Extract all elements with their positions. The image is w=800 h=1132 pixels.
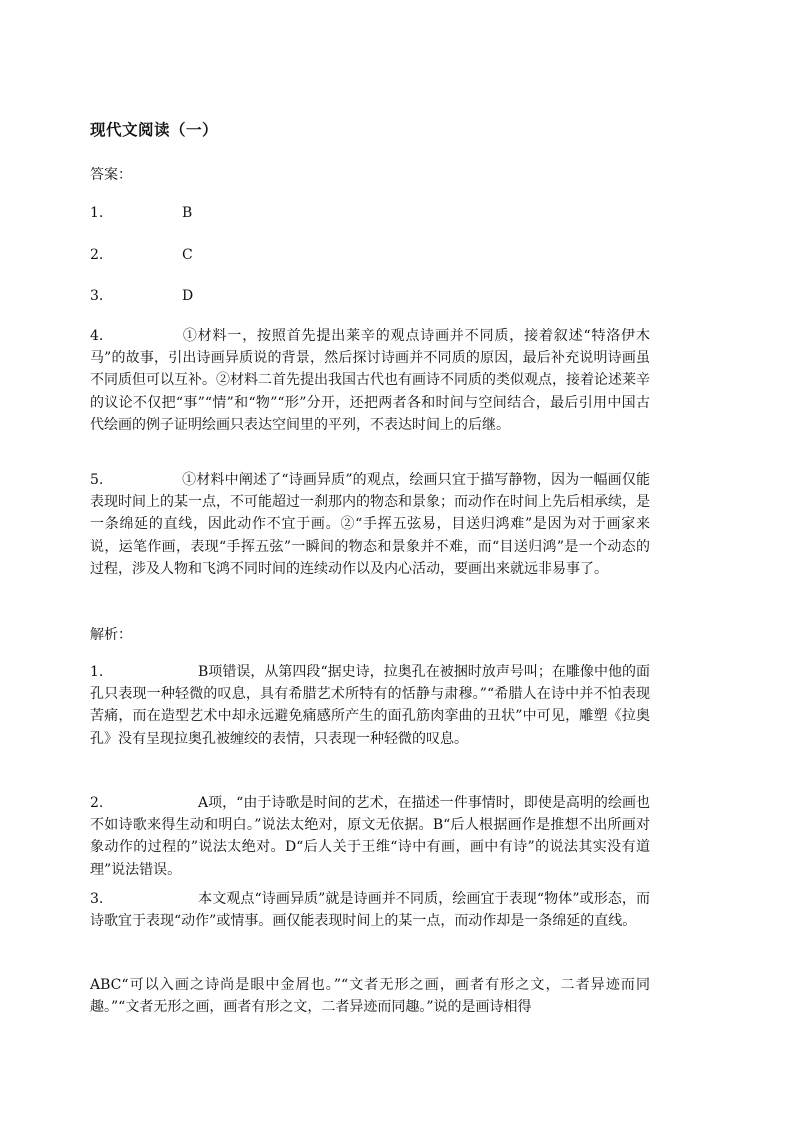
answer-number: 1.: [90, 205, 104, 221]
answer-item-2: [90, 247, 290, 263]
paragraph-text: ①材料中阐述了“诗画异质”的观点，绘画只宜于描写静物，因为一幅画仅能表现时间上的某一点，不可能超过一刹那内的物态和景象；而动作在时间上先后相承续，是一条绵延的直线，因此动作不宜于画。②“手挥五弦易，目送归鸿难”是因为对于画家来说，运笔作画，表现“手挥五弦”一瞬间的物态和景象并不难，而“目送归鸿”是一个动态的过程，涉及人物和飞鸿不同时间的连续动作以及内心活动，要画出来就远非易事了。: [90, 472, 650, 577]
answer-number: 3.: [90, 288, 104, 304]
answers-label: 答案：: [90, 167, 132, 183]
paragraph-number: 1.: [90, 664, 104, 680]
paragraph-number: 4.: [90, 328, 104, 344]
analysis-abc-paragraph: [90, 974, 650, 1018]
answer-item-1: [90, 205, 290, 221]
answer-number: 2.: [90, 247, 104, 263]
paragraph-text: 本文观点“诗画异质”就是诗画并不同质，绘画宜于表现“物体”或形态，而诗歌宜于表现“动作”或情事。画仅能表现时间上的某一点，而动作却是一条绵延的直线。: [90, 891, 650, 930]
answer-value: D: [182, 288, 194, 304]
paragraph-number: 5.: [90, 472, 104, 488]
answer-5-paragraph: [90, 469, 650, 580]
answer-item-3: [90, 288, 290, 304]
paragraph-text: B项错误，从第四段“据史诗，拉奥孔在被捆时放声号叫；在雕像中他的面孔只表现一种轻微的叹息，具有希腊艺术所特有的恬静与肃穆。”“希腊人在诗中并不怕表现苦痛，而在造型艺术中却永远避免痛感所产生的面孔筋肉挛曲的丑状”中可见，雕塑《拉奥孔》没有呈现拉奥孔被缠绞的表情，只表现一种轻微的叹息。: [90, 664, 650, 747]
answer-value: B: [182, 205, 193, 221]
analysis-1-paragraph: [90, 661, 650, 750]
analysis-2-paragraph: [90, 792, 650, 881]
analysis-3-paragraph: [90, 888, 650, 932]
answer-value: C: [182, 247, 193, 263]
analysis-label: 解析：: [90, 627, 132, 643]
page-title: 现代文阅读（一）: [90, 120, 219, 139]
paragraph-number: 2.: [90, 795, 104, 811]
paragraph-number: 3.: [90, 891, 104, 907]
answer-4-paragraph: [90, 325, 650, 436]
paragraph-text: ①材料一，按照首先提出莱辛的观点诗画并不同质，接着叙述“特洛伊木马”的故事，引出诗画异质说的背景，然后探讨诗画并不同质的原因，最后补充说明诗画虽不同质但可以互补。②材料二首先提出我国古代也有画诗不同质的类似观点，接着论述莱辛的议论不仅把“事”“情”和“物”“形”分开，还把两者各和时间与空间结合，最后引用中国古代绘画的例子证明绘画只表达空间里的平列，不表达时间上的后继。: [90, 328, 650, 433]
paragraph-text: ABC“可以入画之诗尚是眼中金屑也。”“文者无形之画，画者有形之文，二者异迹而同趣。”“文者无形之画，画者有形之文，二者异迹而同趣。”说的是画诗相得: [90, 977, 650, 1016]
paragraph-text: A项，“由于诗歌是时间的艺术，在描述一件事情时，即使是高明的绘画也不如诗歌来得生动和明白。”说法太绝对，原文无依据。B“后人根据画作是推想不出所画对象动作的过程的”说法太绝对。D“后人关于王维“诗中有画，画中有诗”的说法其实没有道理”说法错误。: [90, 795, 650, 878]
